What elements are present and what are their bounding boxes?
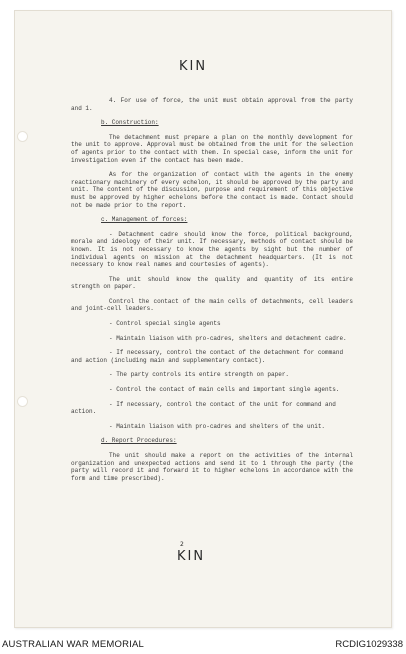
list-item: - If necessary, control the contact of the detachment for command and action (including main and supplementary contact). xyxy=(71,349,344,364)
heading-text: d. Report Procedures: xyxy=(101,437,177,445)
list-item: - Maintain liaison with pro-cadres and shelters of the unit. xyxy=(109,422,326,430)
paragraph: Control the contact of the main cells of detachments, cell leaders and joint-cell leaders. xyxy=(71,297,353,313)
list-item: - Control special single agents xyxy=(109,320,221,328)
record-id: RCDIG1029338 xyxy=(335,639,403,650)
archive-name: AUSTRALIAN WAR MEMORIAL xyxy=(2,639,145,650)
list-item: - Control the contact of main cells and important single agents. xyxy=(109,386,340,394)
punch-hole xyxy=(17,131,28,142)
header-mark: KIN xyxy=(179,59,208,74)
page-number: 2 xyxy=(180,541,184,548)
paragraph: - Detachment cadre should know the force, political background, morale and ideology of their unit. If necessary, methods of contact should be known. It is not necessary to know the agents by sight but the number of individual agents on mission at the detachment headquarters. (It is not necessary to know real names and courtesies of agents). xyxy=(71,230,353,269)
document-body xyxy=(71,97,353,489)
section-heading xyxy=(101,437,353,445)
paragraph: As for the organization of contact with the agents in the enemy reactionary machinery of every echelon, it should be approved by the party and unit. The content of the discussion, purpose and requirement of this objective must be approved by higher echelons before the contact is made. Contact should not be made prior to the report. xyxy=(71,171,353,209)
punch-hole xyxy=(17,396,28,407)
paragraph: The unit should know the quality and quantity of its entire strength on paper. xyxy=(71,275,353,291)
section-heading xyxy=(101,119,353,127)
heading-text: b. Construction: xyxy=(101,119,159,127)
heading-text: c. Management of forces: xyxy=(101,216,188,224)
paragraph: The unit should make a report on the activities of the internal organization and unexpected actions and send it to 1 through the party (the party will record it and forward it to higher echelons in accordance with the form and time prescribed). xyxy=(71,452,353,482)
list-item: - Maintain liaison with pro-cadres, shelters and detachment cadre. xyxy=(109,334,347,342)
list-item: - If necessary, control the contact of the unit for command and action. xyxy=(71,400,336,416)
paragraph: The detachment must prepare a plan on the monthly development for the unit to approve. Approval must be obtained from the unit for the selection of agents prior to the contact with them. In special case, inform the unit for investigation even if the contact has been made. xyxy=(71,133,353,164)
footer-mark: KIN xyxy=(177,549,206,564)
document-page xyxy=(14,10,392,628)
paragraph: 4. For use of force, the unit must obtain approval from the party and 1. xyxy=(71,97,353,112)
list-item: - The party controls its entire strength on paper. xyxy=(109,371,290,379)
section-heading xyxy=(101,216,353,224)
archive-footer xyxy=(0,636,406,654)
